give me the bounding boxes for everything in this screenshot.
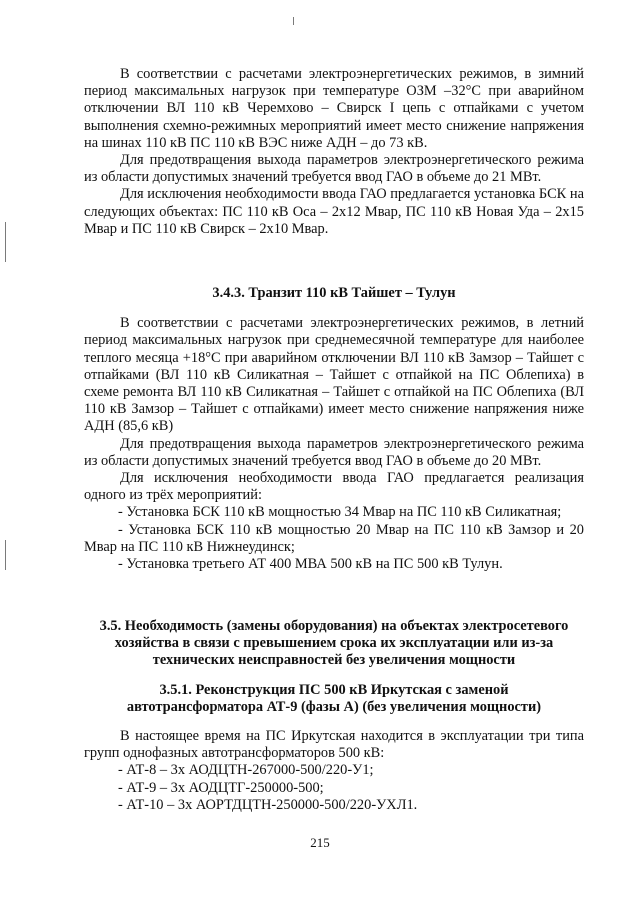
section-heading-3-5-1: 3.5.1. Реконструкция ПС 500 кВ Иркутская с заменой автотрансформатора АТ-9 (фазы А) (без увеличения мощности) [126,681,542,715]
scan-mark-left-2 [5,540,6,570]
list-item: - Установка третьего АТ 400 МВА 500 кВ на ПС 500 кВ Тулун. [118,556,503,573]
paragraph: Для исключения необходимости ввода ГАО предлагается реализация одного из трёх мероприятий: [84,470,584,504]
section-c [84,618,584,814]
paragraph: В соответствии с расчетами электроэнергетических режимов, в зимний период максимальных нагрузок при температуре ОЗМ –32°С при аварийном отключении ВЛ 110 кВ Черемхово – Свирск I цепь с отпайками с учетом выполнения схемно-режимных мероприятий имеет место снижение напряжения на шинах 110 кВ ПС 110 кВ ВЭС ниже АДН – до 73 кВ. [84,66,584,151]
page-number: 215 [310,835,330,850]
section-heading-3-4-3: 3.4.3. Транзит 110 кВ Тайшет – Тулун [212,285,456,301]
paragraph: В соответствии с расчетами электроэнергетических режимов, в летний период максимальных нагрузок при среднемесячной температуре для наиболее теплого месяца +18°С при аварийном отключении ВЛ 110 кВ Замзор – Тайшет с отпайками (ВЛ 110 кВ Силикатная – Тайшет с отпайкой на ПС Облепиха) в схеме ремонта ВЛ 110 кВ Силикатная – Тайшет с отпайкой на ПС Облепиха (ВЛ 110 кВ Замзор – Тайшет с отпайками) имеет место снижение напряжения ниже АДН (85,6 кВ) [84,315,584,435]
paragraph: Для предотвращения выхода параметров электроэнергетического режима из области допустимых значений требуется ввод ГАО в объеме до 20 МВт. [84,435,584,469]
list-item: - АТ-10 – 3х АОРТДЦТН-250000-500/220-УХЛ1. [118,796,418,813]
scan-mark-left-1 [5,222,6,262]
section-a [84,66,584,238]
paragraph: Для исключения необходимости ввода ГАО предлагается установка БСК на следующих объектах: ПС 110 кВ Оса – 2х12 Мвар, ПС 110 кВ Новая Уда – 2х15 Мвар и ПС 110 кВ Свирск – 2х10 Мвар. [84,186,584,237]
paragraph: В настоящее время на ПС Иркутская находится в эксплуатации три типа групп однофазных автотрансформаторов 500 кВ: [84,728,584,762]
scan-mark-top [293,17,294,25]
list-item: - АТ-9 – 3х АОДЦТГ-250000-500; [118,779,324,796]
section-b [84,285,584,573]
list-item: - АТ-8 – 3х АОДЦТН-267000-500/220-У1; [118,762,374,779]
section-heading-3-5: 3.5. Необходимость (замены оборудования) на объектах электросетевого хозяйства в связи с превышением срока их эксплуатации или из-за технических неисправностей без увеличения мощности [99,618,569,669]
list-item: - Установка БСК 110 кВ мощностью 20 Мвар на ПС 110 кВ Замзор и 20 Мвар на ПС 110 кВ Нижнеудинск; [84,521,584,555]
list-item: - Установка БСК 110 кВ мощностью 34 Мвар на ПС 110 кВ Силикатная; [118,504,562,521]
paragraph: Для предотвращения выхода параметров электроэнергетического режима из области допустимых значений требуется ввод ГАО в объеме до 21 МВт. [84,152,584,186]
